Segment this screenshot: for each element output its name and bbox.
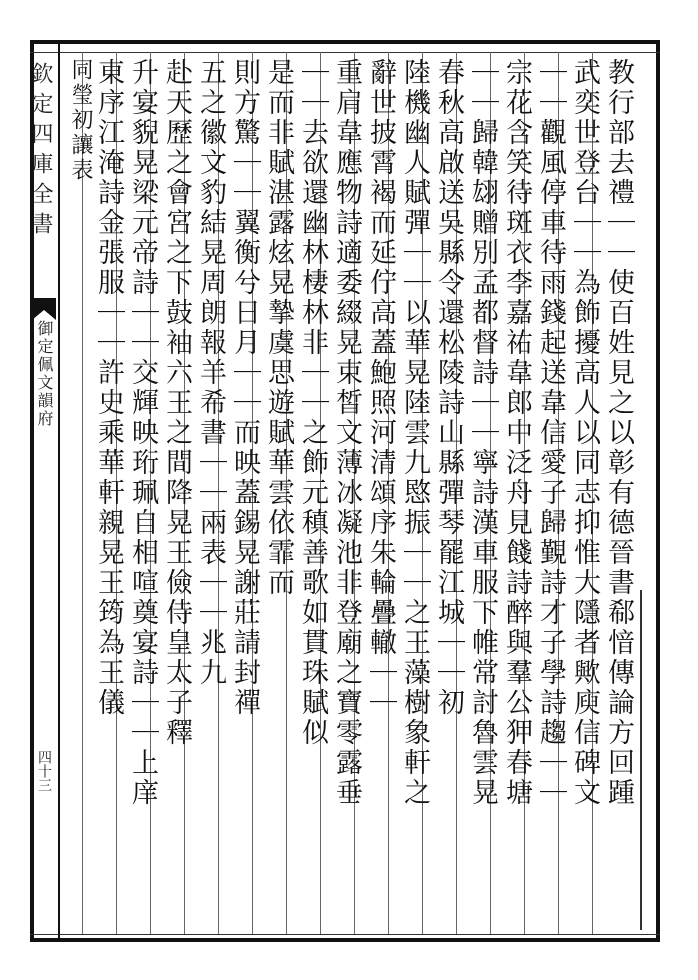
text-column: 赴天歷之會宮之下鼓袖六王之間降晃王儉侍皇太子釋 xyxy=(161,58,192,748)
text-column: 教行部去禮｜｜使百姓見之以彰有德晉書郗愔傳論方回踵 xyxy=(603,58,634,808)
text-column: 東序江淹詩金張服｜｜許史乘華軒親晃王筠為王儀 xyxy=(93,58,124,718)
book-subtitle: 御定佩文韻府 xyxy=(35,320,54,428)
text-column: 武奕世登台｜｜為飾擾高人以同志抑惟大隱者歟庾信碑文 xyxy=(569,58,600,808)
text-column: 同瑩初讓表 xyxy=(68,58,93,183)
text-column: 宗花含笑待斑衣李嘉祐韋郎中泛舟見餞詩醉與羣公狎春塘 xyxy=(501,58,532,808)
text-column: 五之徽文豹結晃周朗報羊希書｜｜兩表｜｜兆九 xyxy=(195,58,226,688)
text-column: ｜｜觀風停車待雨錢起送韋信愛子歸覲詩才子學詩趨｜｜ xyxy=(535,58,566,808)
right-edge-rule xyxy=(640,590,642,930)
text-column: 升宴貎晃梁元帝詩｜｜交輝映珩珮自相喧奠宴詩｜｜上庠 xyxy=(127,58,158,808)
text-column: ｜｜去欲還幽林棲林非｜｜之飾元稹善歌如貫珠賦似 xyxy=(297,58,328,748)
text-column: 陸機幽人賦彈｜｜以華晃陸雲九愍振｜｜之王藻樹象軒之 xyxy=(399,58,430,808)
book-title: 欽定四庫全書 xyxy=(28,62,53,242)
text-column: 重肩韋應物詩適委綴晃束皙文薄冰凝池非登廟之寶零露垂 xyxy=(331,58,362,808)
page-number: 四十三 xyxy=(36,750,52,792)
text-column: 則方驚｜｜翼衡兮日月｜｜而映蓋錫晃謝莊請封禪 xyxy=(229,58,260,718)
fish-tail-mark xyxy=(30,296,58,322)
text-column: 春秋高啟送吳縣令還松陵詩山縣彈琴罷江城｜｜初 xyxy=(433,58,464,718)
top-rule xyxy=(30,52,660,54)
text-column: 辭世披霄褐而延佇高蓋鮑照河清頌序朱輪疊轍｜｜ xyxy=(365,58,396,718)
text-column: ｜｜歸韓翃贈別孟都督詩｜｜寧詩漢車服下帷常討魯雲晃 xyxy=(467,58,498,808)
text-column: 是而非賦湛露炫晃摯虞思遊賦華雲依霏而 xyxy=(263,58,294,598)
